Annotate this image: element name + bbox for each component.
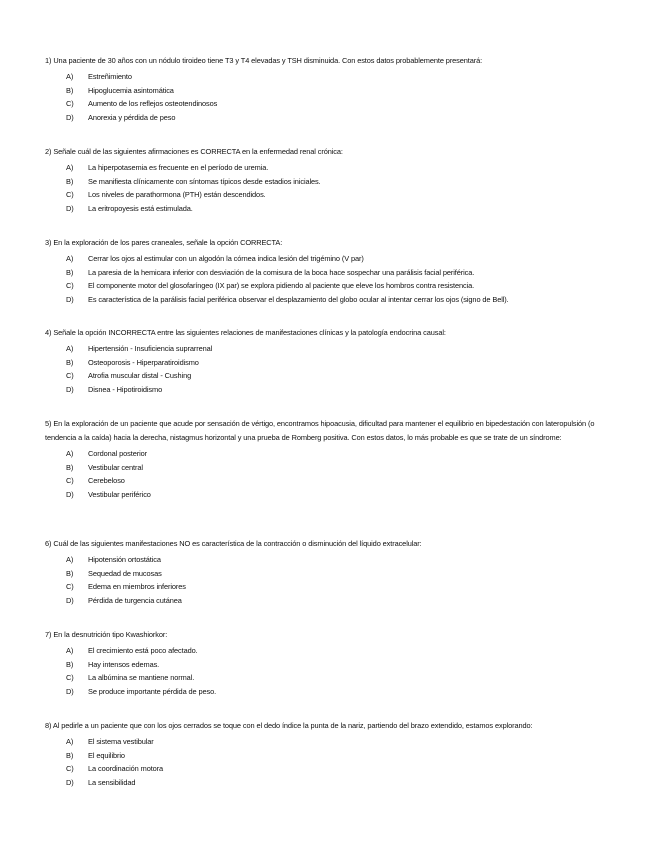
option-text: Vestibular periférico xyxy=(88,489,151,499)
option-a[interactable] xyxy=(45,447,610,461)
option-letter: D) xyxy=(66,686,74,696)
option-letter: B) xyxy=(66,176,74,186)
question-stem: 4) Señale la opción INCORRECTA entre las siguientes relaciones de manifestaciones clínicas y la patología endocrina causal: xyxy=(45,328,446,337)
option-b[interactable] xyxy=(45,266,610,280)
option-a[interactable] xyxy=(45,644,610,658)
option-text: Se produce importante pérdida de peso. xyxy=(88,686,217,696)
option-a[interactable] xyxy=(45,342,610,356)
option-a[interactable] xyxy=(45,161,610,175)
option-list xyxy=(45,161,610,215)
option-a[interactable] xyxy=(45,553,610,567)
option-letter: C) xyxy=(66,371,74,380)
question-stem: 6) Cuál de las siguientes manifestaciones NO es característica de la contracción o disminución del líquido extracelular: xyxy=(45,539,422,548)
option-letter: B) xyxy=(66,462,74,472)
question-stem: 7) En la desnutrición tipo Kwashiorkor: xyxy=(45,630,168,639)
question-2 xyxy=(45,145,610,215)
option-letter: A) xyxy=(66,72,74,81)
option-text: Pérdida de turgencia cutánea xyxy=(88,595,182,605)
option-c[interactable] xyxy=(45,580,610,594)
option-list xyxy=(45,252,610,306)
option-letter: C) xyxy=(66,582,74,591)
option-text: Hipotensión ortostática xyxy=(88,555,161,564)
option-text: Hipoglucemia asintomática xyxy=(88,85,174,95)
option-a[interactable] xyxy=(45,735,610,749)
option-letter: C) xyxy=(66,190,74,199)
option-letter: A) xyxy=(66,737,74,746)
option-letter: D) xyxy=(66,384,74,394)
option-b[interactable] xyxy=(45,749,610,763)
option-b[interactable] xyxy=(45,567,610,581)
option-letter: D) xyxy=(66,112,74,122)
question-6 xyxy=(45,537,610,607)
option-a[interactable] xyxy=(45,70,610,84)
option-letter: A) xyxy=(66,344,74,353)
option-text: La eritropoyesis está estimulada. xyxy=(88,203,193,213)
option-c[interactable] xyxy=(45,369,610,383)
option-text: Es característica de la parálisis facial periférica observar el desplazamiento del globo ocular al intentar cerrar los ojos (signo de Bell). xyxy=(88,294,509,304)
option-letter: B) xyxy=(66,568,74,578)
option-text: Atrofia muscular distal - Cushing xyxy=(88,371,192,380)
option-list xyxy=(45,342,610,396)
question-1 xyxy=(45,54,610,124)
option-text: Hipertensión - Insuficiencia suprarrenal xyxy=(88,344,213,353)
option-list xyxy=(45,70,610,124)
option-list xyxy=(45,447,610,501)
option-list xyxy=(45,644,610,698)
option-d[interactable] xyxy=(45,383,610,397)
option-letter: D) xyxy=(66,489,74,499)
option-a[interactable] xyxy=(45,252,610,266)
option-letter: A) xyxy=(66,163,74,172)
option-b[interactable] xyxy=(45,84,610,98)
option-letter: C) xyxy=(66,764,74,773)
option-d[interactable] xyxy=(45,488,610,502)
question-5 xyxy=(45,417,610,501)
option-text: Hay intensos edemas. xyxy=(88,659,160,669)
option-text: La sensibilidad xyxy=(88,777,136,787)
option-c[interactable] xyxy=(45,279,610,293)
question-8 xyxy=(45,719,610,789)
option-letter: C) xyxy=(66,476,74,485)
option-letter: B) xyxy=(66,357,74,367)
option-text: El sistema vestibular xyxy=(88,737,154,746)
option-letter: C) xyxy=(66,99,74,108)
option-letter: D) xyxy=(66,203,74,213)
option-letter: B) xyxy=(66,267,74,277)
option-b[interactable] xyxy=(45,356,610,370)
option-b[interactable] xyxy=(45,175,610,189)
option-text: Anorexia y pérdida de peso xyxy=(88,112,176,122)
option-text: Vestibular central xyxy=(88,462,143,472)
question-3 xyxy=(45,236,610,306)
option-text: Disnea - Hipotiroidismo xyxy=(88,384,163,394)
option-text: La albúmina se mantiene normal. xyxy=(88,673,195,682)
option-c[interactable] xyxy=(45,671,610,685)
option-letter: B) xyxy=(66,85,74,95)
option-text: Los niveles de parathormona (PTH) están descendidos. xyxy=(88,190,266,199)
option-text: La hiperpotasemia es frecuente en el período de uremia. xyxy=(88,163,269,172)
option-c[interactable] xyxy=(45,97,610,111)
option-text: Cerrar los ojos al estimular con un algodón la córnea indica lesión del trigémino (V par) xyxy=(88,254,364,263)
option-b[interactable] xyxy=(45,658,610,672)
question-stem: 1) Una paciente de 30 años con un nódulo tiroideo tiene T3 y T4 elevadas y TSH disminuida. Con estos datos probablemente presentará: xyxy=(45,56,483,65)
option-letter: A) xyxy=(66,555,74,564)
option-d[interactable] xyxy=(45,594,610,608)
option-letter: D) xyxy=(66,595,74,605)
option-c[interactable] xyxy=(45,188,610,202)
option-letter: B) xyxy=(66,750,74,760)
option-letter: D) xyxy=(66,777,74,787)
option-text: El componente motor del glosofaríngeo (IX par) se explora pidiendo al paciente que eleve los hombros contra resistencia. xyxy=(88,281,475,290)
option-d[interactable] xyxy=(45,293,610,307)
option-text: El equilibrio xyxy=(88,750,125,760)
option-letter: B) xyxy=(66,659,74,669)
option-d[interactable] xyxy=(45,776,610,790)
option-text: El crecimiento está poco afectado. xyxy=(88,646,198,655)
question-7 xyxy=(45,628,610,698)
option-letter: A) xyxy=(66,646,74,655)
option-d[interactable] xyxy=(45,111,610,125)
option-letter: D) xyxy=(66,294,74,304)
option-d[interactable] xyxy=(45,202,610,216)
question-4 xyxy=(45,326,610,396)
option-text: Cerebeloso xyxy=(88,476,125,485)
option-text: Aumento de los reflejos osteotendinosos xyxy=(88,99,218,108)
option-c[interactable] xyxy=(45,474,610,488)
option-list xyxy=(45,553,610,607)
option-letter: A) xyxy=(66,254,74,263)
question-stem: 5) En la exploración de un paciente que acude por sensación de vértigo, encontramos hipoacusia, dificultad para mantener el equilibrio en bipedestación con lateropulsión (o tendencia a la caída) hacia la derecha, nistagmus horizontal y una prueba de Romberg positiva. Con estos datos, lo más probable es que se trate de un síndrome: xyxy=(45,419,595,442)
question-stem: 2) Señale cuál de las siguientes afirmaciones es CORRECTA en la enfermedad renal crónica: xyxy=(45,147,343,156)
option-list xyxy=(45,735,610,789)
option-letter: C) xyxy=(66,673,74,682)
option-text: La paresia de la hemicara inferior con desviación de la comisura de la boca hace sospechar una parálisis facial periférica. xyxy=(88,267,475,277)
option-text: Edema en miembros inferiores xyxy=(88,582,186,591)
question-stem: 3) En la exploración de los pares craneales, señale la opción CORRECTA: xyxy=(45,238,283,247)
option-letter: C) xyxy=(66,281,74,290)
option-text: La coordinación motora xyxy=(88,764,164,773)
option-c[interactable] xyxy=(45,762,610,776)
option-d[interactable] xyxy=(45,685,610,699)
option-text: Se manifiesta clínicamente con síntomas típicos desde estadios iniciales. xyxy=(88,176,321,186)
question-stem: 8) Al pedirle a un paciente que con los ojos cerrados se toque con el dedo índice la punta de la nariz, partiendo del brazo extendido, estamos explorando: xyxy=(45,721,533,730)
option-text: Cordonal posterior xyxy=(88,449,147,458)
option-text: Estreñimiento xyxy=(88,72,132,81)
option-letter: A) xyxy=(66,449,74,458)
option-text: Sequedad de mucosas xyxy=(88,568,162,578)
option-b[interactable] xyxy=(45,461,610,475)
option-text: Osteoporosis - Hiperparatiroidismo xyxy=(88,357,199,367)
